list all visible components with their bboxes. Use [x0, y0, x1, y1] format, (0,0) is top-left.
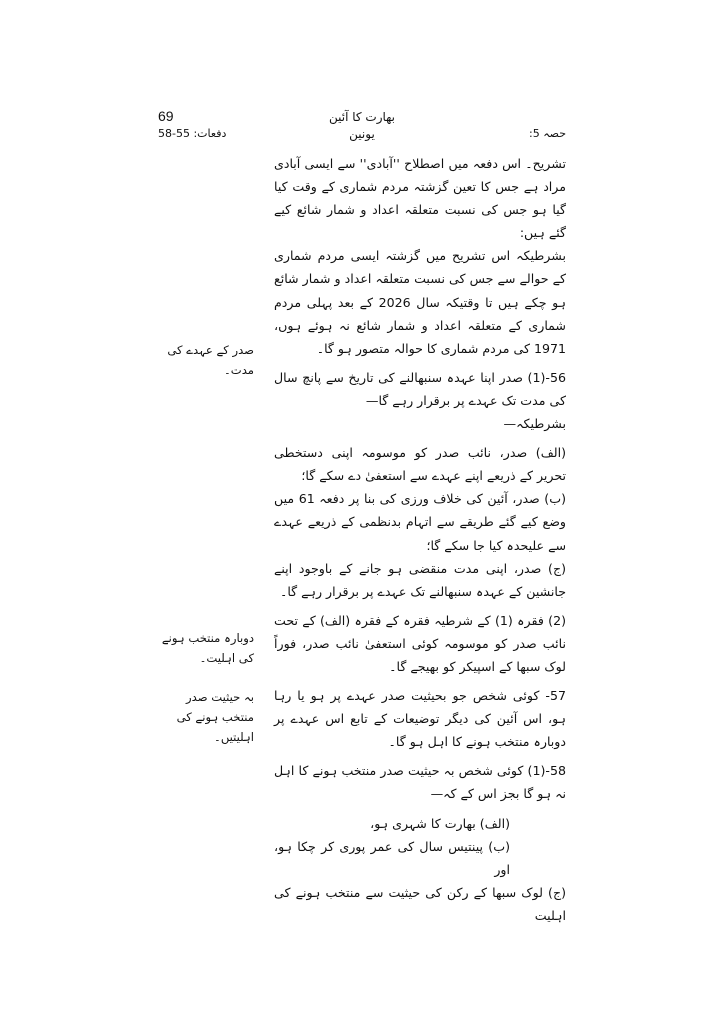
- book-subtitle: یونین: [349, 127, 375, 141]
- explanation-paragraph: تشریح۔ اس دفعہ میں اصطلاح ''آبادی'' سے ایسی آبادی مراد ہے جس کا تعین گزشتہ مردم شماری کے وقت کیا گیا ہو جس کی نسبت متعلقہ اعداد و شمار شائع کیے گئے ہیں:: [274, 156, 566, 241]
- margin-note-term-of-office: صدر کے عہدے کی مدت۔: [167, 343, 254, 377]
- page-number: 69: [158, 108, 174, 124]
- proviso-label: بشرطیکہ—: [503, 416, 566, 432]
- part-label: حصہ 5:: [529, 127, 566, 140]
- article-58-clause-1: 58-(1) کوئی شخص بہ حیثیت صدر منتخب ہونے کا اہل نہ ہو گا بجز اس کے کہ—: [274, 763, 566, 802]
- book-title: بھارت کا آئین: [328, 110, 396, 124]
- section-range: دفعات: 55-58: [158, 127, 227, 140]
- item-c: (ج) لوک سبھا کے رکن کی حیثیت سے منتخب ہونے کی اہلیت: [274, 884, 566, 923]
- margin-note-qualifications: بہ حیثیت صدر منتخب ہونے کی اہلیتیں۔: [176, 690, 254, 744]
- article-56-clause-1: 56-(1) صدر اپنا عہدہ سنبھالنے کی تاریخ سے پانچ سال کی مدت تک عہدے پر برقرار رہے گا—: [274, 369, 566, 408]
- item-b: (ب) پینتیس سال کی عمر پوری کر چکا ہو، اور: [274, 838, 510, 877]
- proviso-paragraph: بشرطیکہ اس تشریح میں گزشتہ ایسی مردم شماری کے حوالے سے جس کی نسبت متعلقہ اعداد و شمار شائع ہو چکے ہیں تا وقتیکہ سال 2026 کے بعد پہلی مردم شماری کے متعلقہ اعداد و شمار شائع نہ ہوئے ہوں، 1971 کی مردم شماری کا حوالہ متصور ہو گا۔: [274, 248, 566, 356]
- article-56-clause-2: (2) فقرہ (1) کے شرطیہ فقرہ کے فقرہ (الف) کے تحت نائب صدر کو موسومہ کوئی استعفیٰ نائب صدر، فوراً لوک سبھا کے اسپیکر کو بھیجے گا۔: [274, 612, 566, 674]
- article-57: 57- کوئی شخص جو بحیثیت صدر عہدے پر ہو یا رہا ہو، اس آئین کی دیگر توضیعات کے تابع اس عہدے پر دوبارہ منتخب ہونے کا اہل ہو گا۔: [274, 688, 566, 750]
- main-text-column: [274, 152, 566, 927]
- clause-a: (الف) صدر، نائب صدر کو موسومہ اپنی دستخطی تحریر کے ذریعے اپنے عہدے سے استعفیٰ دے سکے گا؛: [274, 445, 566, 484]
- margin-note-re-election: دوبارہ منتخب ہونے کی اہلیت۔: [161, 631, 254, 665]
- clause-b: (ب) صدر، آئین کی خلاف ورزی کی بنا پر دفعہ 61 میں وضع کیے گئے طریقے سے اتہام بدنظمی کے ذریعے عہدے سے علیحدہ کیا جا سکے گا؛: [274, 491, 566, 553]
- clause-c: (ج) صدر، اپنی مدت منقضی ہو جانے کے باوجود اپنے جانشین کے عہدہ سنبھالنے تک عہدے پر برقرار رہے گا۔: [274, 560, 566, 599]
- item-a: (الف) بھارت کا شہری ہو،: [370, 815, 510, 831]
